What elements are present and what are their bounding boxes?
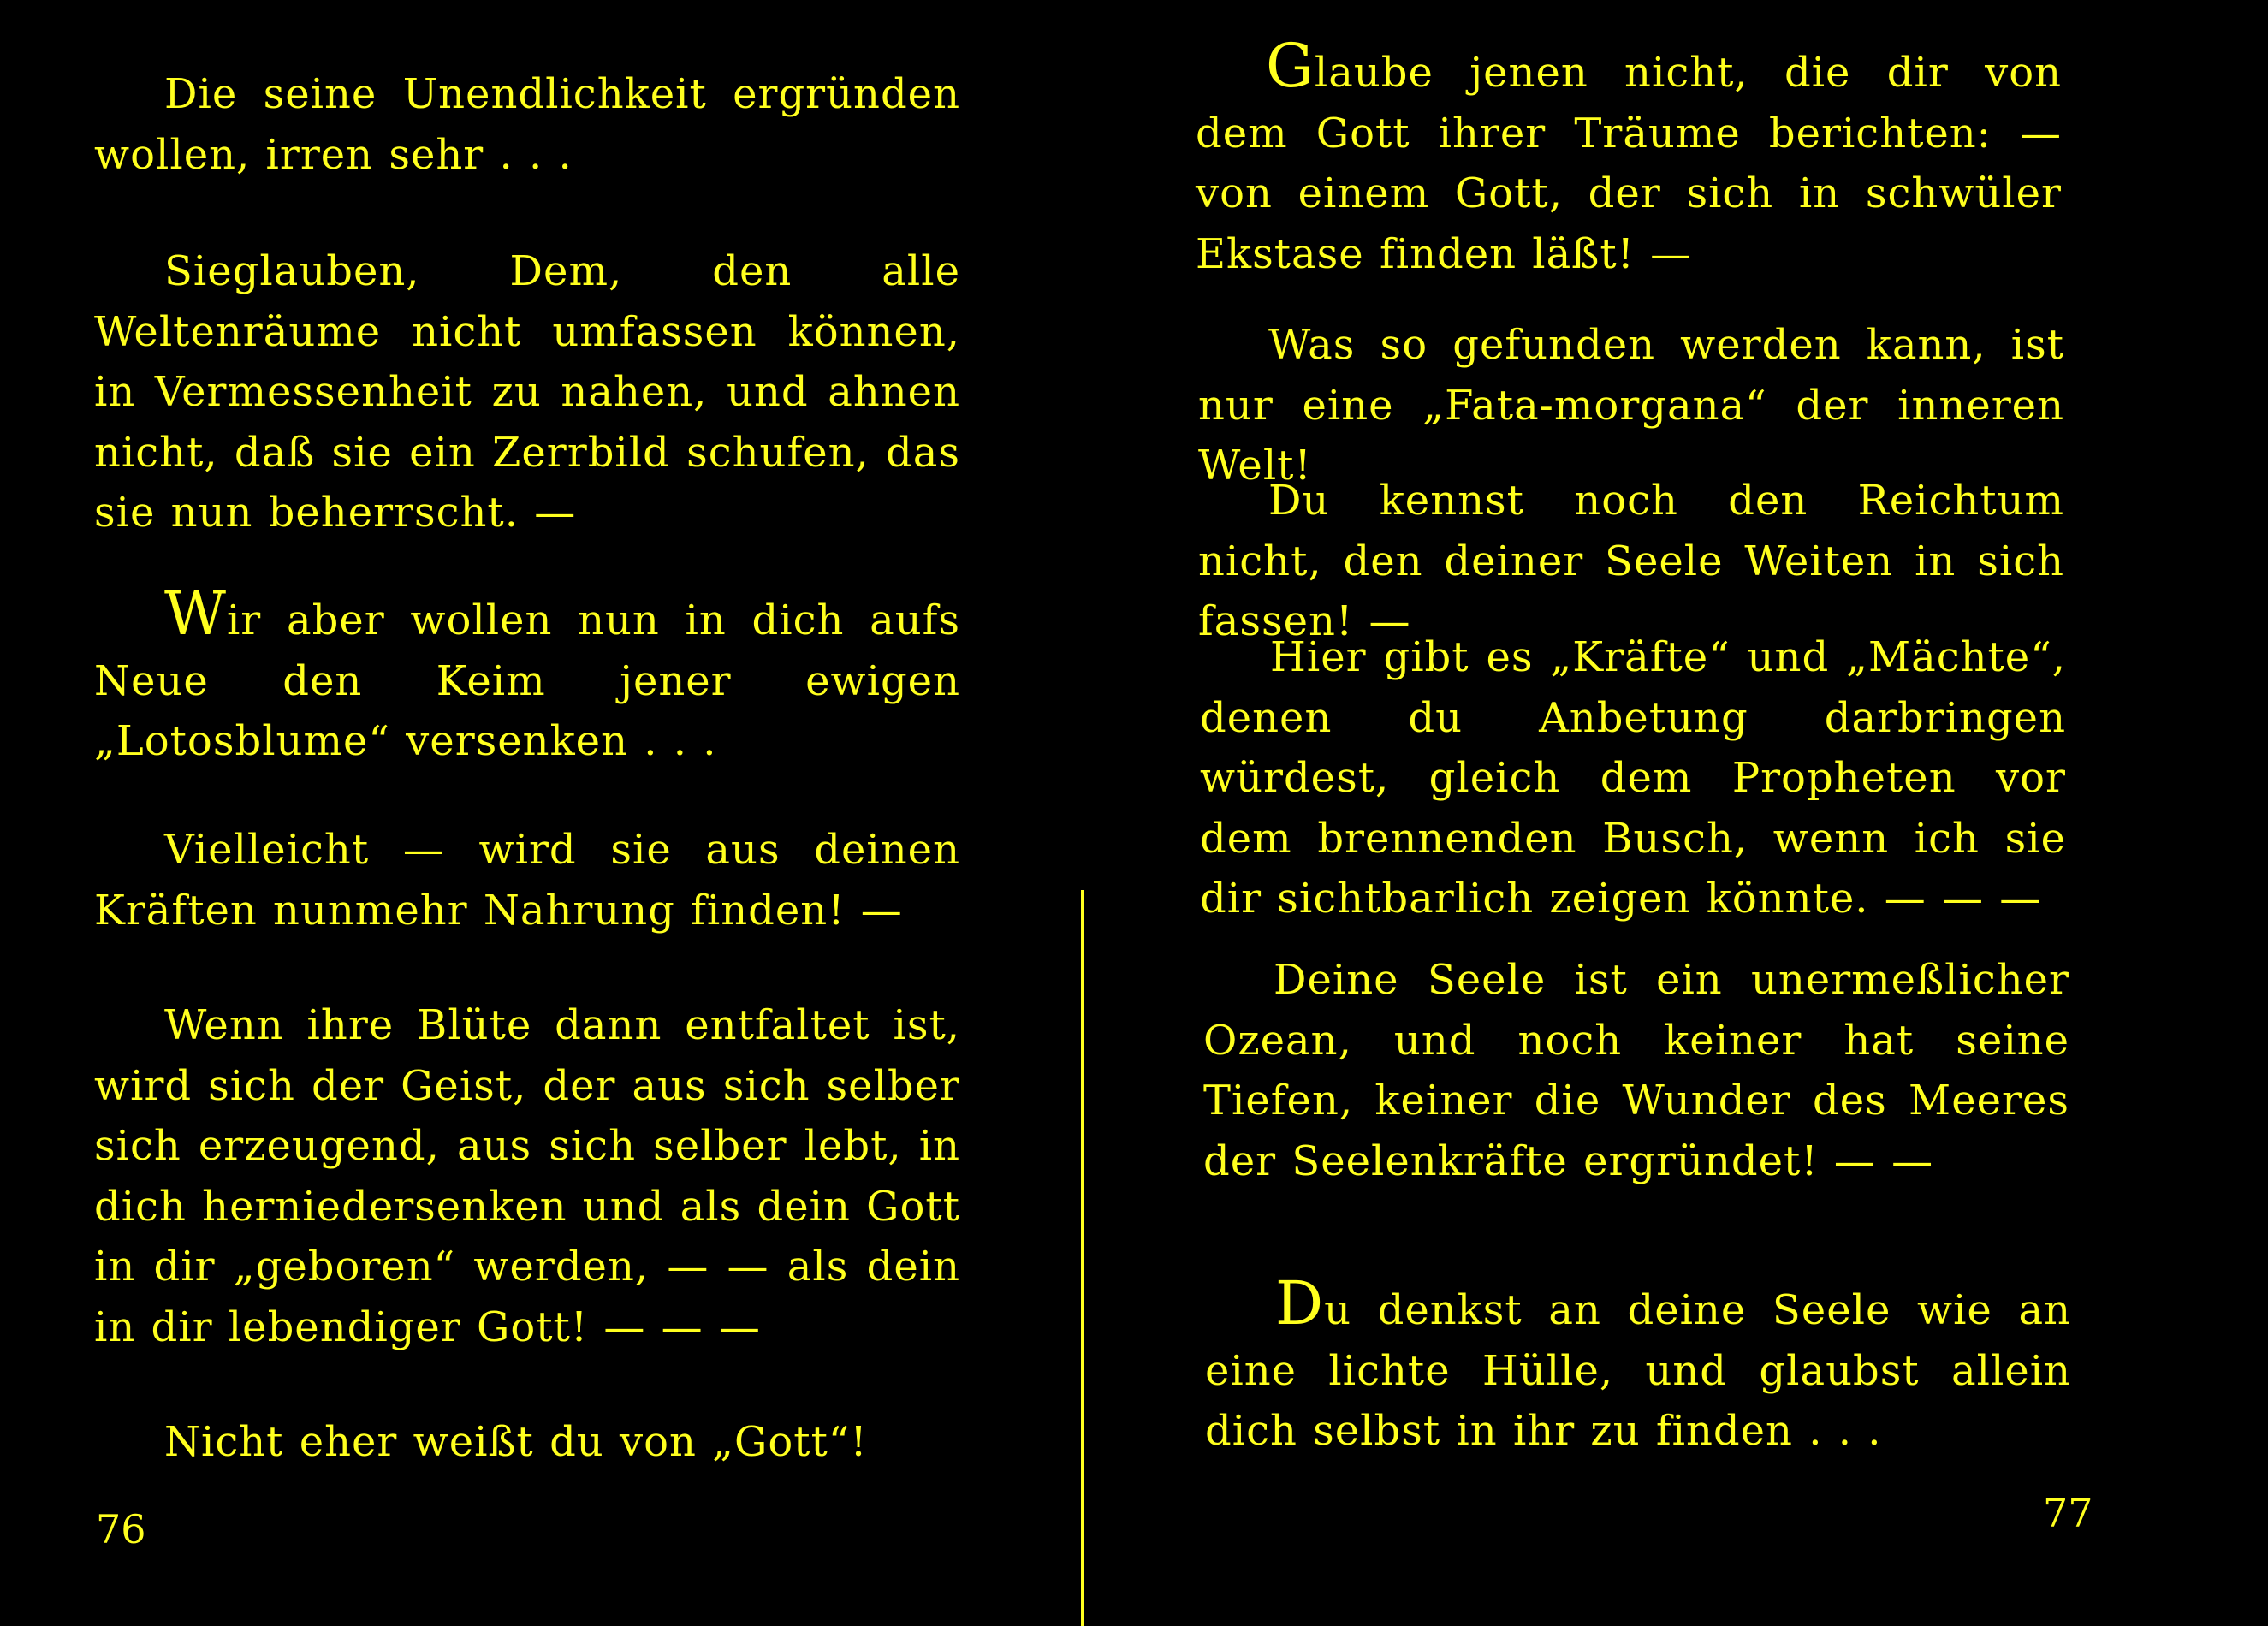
paragraph-text: ir aber wollen nun in dich aufs Neue den Keim jener ewigen „Lotosblume“ versenken . . . (94, 596, 960, 765)
gutter-line (1081, 890, 1084, 1626)
paragraph-text: laube jenen nicht, die dir von dem Gott ihrer Träume berichten: — von einem Gott, der sich in schwüler Ekstase finden läßt! — (1196, 49, 2062, 278)
right-page (1091, 0, 2268, 1626)
right-paragraph-4: Hier gibt es „Kräfte“ und „Mächte“, denen du Anbetung darbringen würdest, gleich dem Propheten vor dem brennenden Busch, wenn ich sie dir sichtbarlich zeigen könnte. — — — (1200, 633, 2066, 923)
paragraph-text: u denkst an deine Seele wie an eine lichte Hülle, und glaubst allein dich selbst in ihr zu finden . . . (1205, 1286, 2071, 1455)
gutter-line-mark (1082, 899, 1084, 950)
left-paragraph-3 (94, 579, 960, 772)
right-paragraph-5: Deine Seele ist ein unermeßlicher Ozean, und noch keiner hat seine Tiefen, keiner die Wunder des Meeres der Seelenkräfte ergründet! — — (1203, 956, 2069, 1185)
left-paragraph-1: Die seine Unendlichkeit ergründen wollen, irren sehr . . . (94, 70, 960, 179)
left-paragraph-5: Wenn ihre Blüte dann entfaltet ist, wird sich der Geist, der aus sich selber sich erzeugend, aus sich selber lebt, in dich herniedersenken und als dein Gott in dir „geboren“ werden, — — als dein in dir lebendiger Gott! — — — (94, 1001, 960, 1351)
left-page (0, 0, 1078, 1626)
left-paragraph-4: Vielleicht — wird sie aus deinen Kräften nunmehr Nahrung finden! — (94, 826, 960, 935)
drop-cap-initial: D (1275, 1268, 1325, 1338)
right-paragraph-3: Du kennst noch den Reichtum nicht, den deiner Seele Weiten in sich fassen! — (1198, 477, 2064, 645)
page-number-left: 76 (96, 1506, 146, 1552)
right-paragraph-6 (1205, 1268, 2071, 1462)
drop-cap-initial: G (1266, 31, 1315, 101)
left-paragraph-6: Nicht eher weißt du von „Gott“! (164, 1418, 868, 1466)
right-paragraph-1 (1196, 31, 2062, 284)
left-paragraph-2: Sieglauben, Dem, den alle Weltenräume nicht umfassen können, in Vermessenheit zu nahen, und ahnen nicht, daß sie ein Zerrbild schufen, das sie nun beherrscht. — (94, 247, 960, 537)
page-number-right: 77 (2043, 1490, 2093, 1536)
right-paragraph-2: Was so gefunden werden kann, ist nur eine „Fata-morgana“ der inneren Welt! (1198, 321, 2064, 490)
drop-cap-initial: W (164, 579, 227, 649)
